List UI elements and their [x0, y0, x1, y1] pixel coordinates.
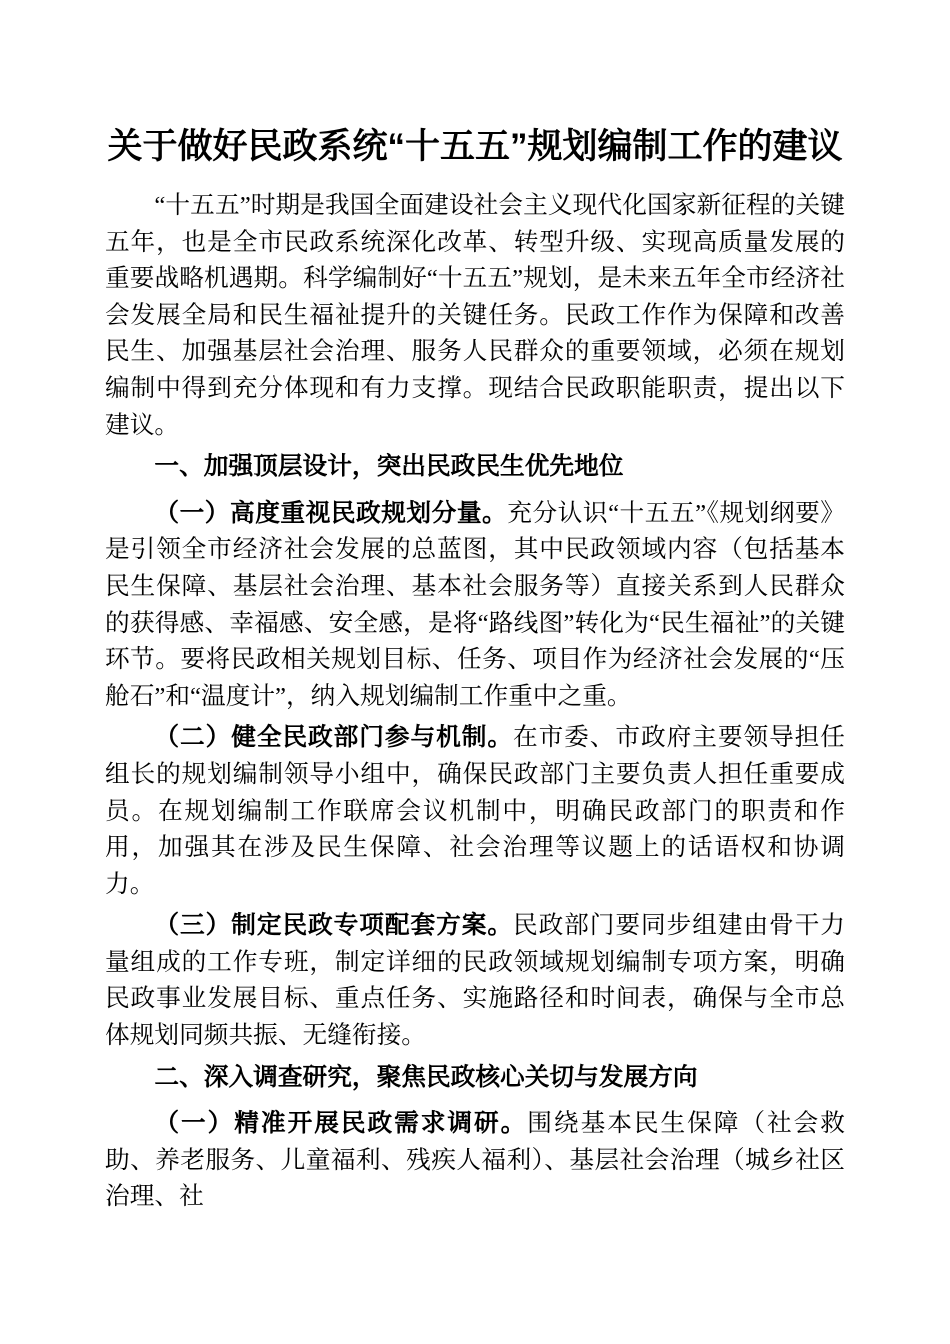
body-paragraph: （一）高度重视民政规划分量。充分认识“十五五”《规划纲要》是引领全市经济社会发展的总蓝图，其中民政领域内容（包括基本民生保障、基层社会治理、基本社会服务等）直接关系到人民群众的获得感、幸福感、安全感，是将“路线图”转化为“民生福祉”的关键环节。要将民政相关规划目标、任务、项目作为经济社会发展的“压舱石”和“温度计”，纳入规划编制工作重中之重。	[105, 499, 845, 710]
document-title: 关于做好民政系统“十五五”规划编制工作的建议	[107, 127, 843, 166]
document-body	[105, 188, 845, 1216]
section-heading: 一、加强顶层设计，突出民政民生优先地位	[154, 453, 624, 481]
body-paragraph: （一）精准开展民政需求调研。围绕基本民生保障（社会救助、养老服务、儿童福利、残疾人福利）、基层社会治理（城乡社区治理、社	[105, 1110, 845, 1211]
body-paragraph: （三）制定民政专项配套方案。民政部门要同步组建由骨干力量组成的工作专班，制定详细的民政领域规划编制专项方案，明确民政事业发展目标、重点任务、实施路径和时间表，确保与全市总体规划同频共振、无缝衔接。	[105, 912, 845, 1050]
paragraph-lead: （一）高度重视民政规划分量。	[154, 499, 508, 527]
paragraph-lead: （一）精准开展民政需求调研。	[154, 1110, 528, 1138]
body-paragraph: （二）健全民政部门参与机制。在市委、市政府主要领导担任组长的规划编制领导小组中，确保民政部门主要负责人担任重要成员。在规划编制工作联席会议机制中，明确民政部门的职责和作用，加强其在涉及民生保障、社会治理等议题上的话语权和协调力。	[105, 724, 845, 898]
section-heading: 二、深入调查研究，聚焦民政核心关切与发展方向	[154, 1063, 698, 1091]
paragraph-lead: （二）健全民政部门参与机制。	[154, 724, 513, 752]
paragraph-lead: （三）制定民政专项配套方案。	[154, 912, 513, 940]
body-paragraph: “十五五”时期是我国全面建设社会主义现代化国家新征程的关键五年，也是全市民政系统深化改革、转型升级、实现高质量发展的重要战略机遇期。科学编制好“十五五”规划，是未来五年全市经济社会发展全局和民生福祉提升的关键任务。民政工作作为保障和改善民生、加强基层社会治理、服务人民群众的重要领域，必须在规划编制中得到充分体现和有力支撑。现结合民政职能职责，提出以下建议。	[105, 192, 845, 439]
